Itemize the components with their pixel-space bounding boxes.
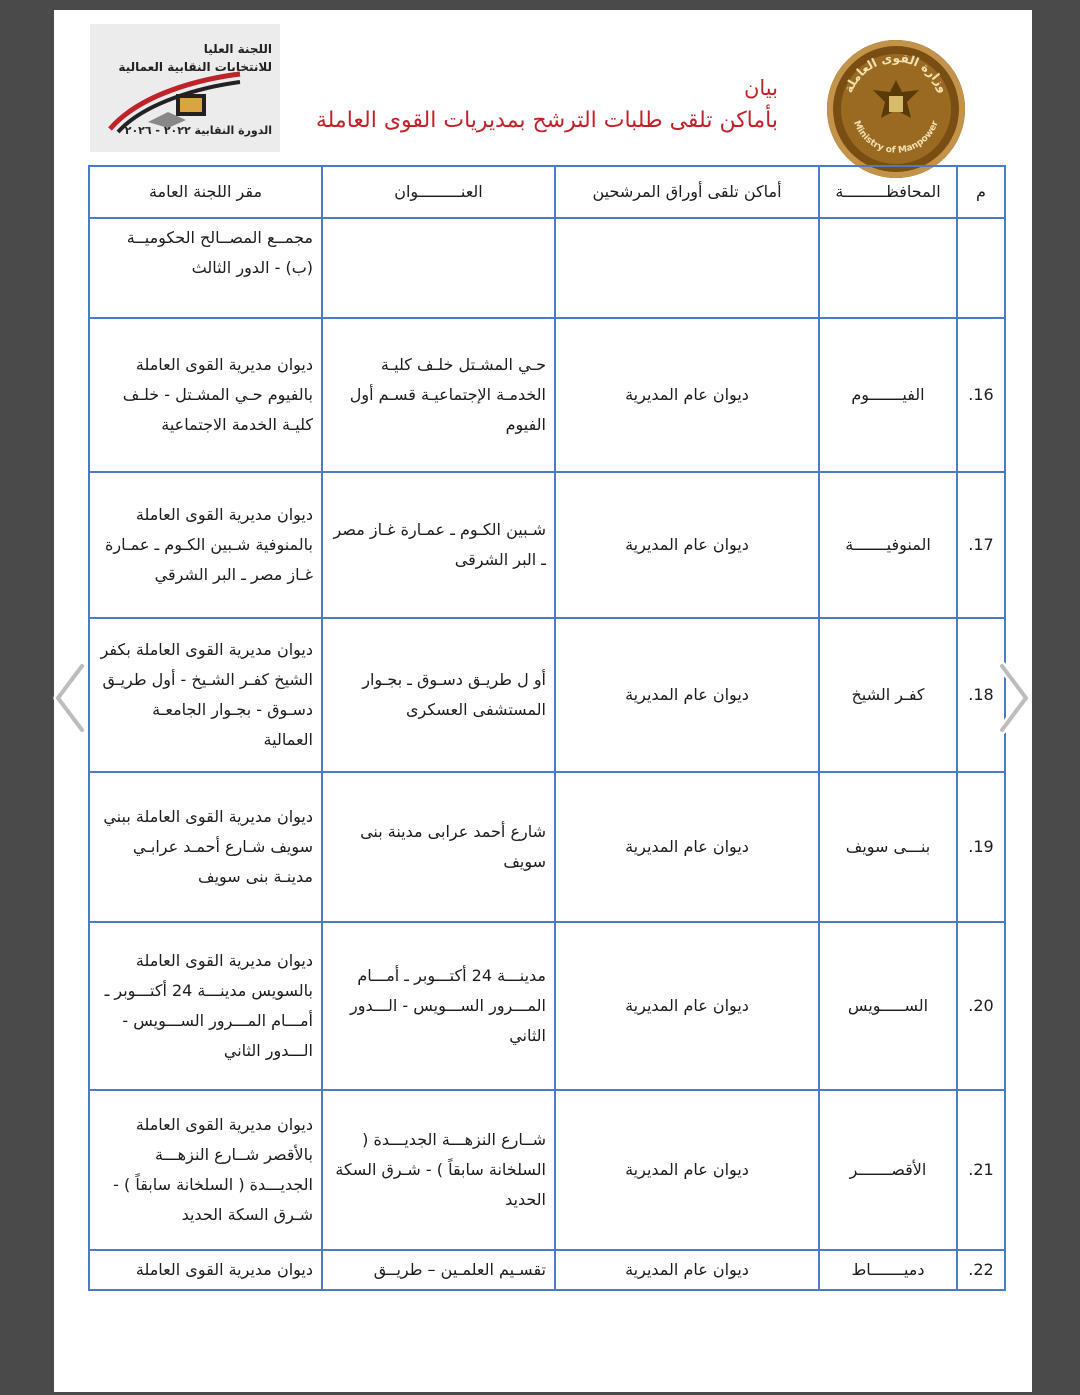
row-number: .16 <box>957 318 1005 472</box>
table-row <box>89 922 1005 1090</box>
committee-cell: ديوان مديرية القوى العاملة ببني سويف شـارع أحمـد عرابـي مدينـة بنى سويف <box>89 772 322 922</box>
ministry-of-manpower-seal <box>827 40 965 178</box>
row-number: .17 <box>957 472 1005 618</box>
header-place: أماكن تلقى أوراق المرشحين <box>555 166 819 218</box>
union-logo-term: الدورة النقابية ٢٠٢٢ - ٢٠٢٦ <box>124 124 272 137</box>
table-row <box>89 772 1005 922</box>
seal-english-text: Ministry of Manpower <box>851 119 941 156</box>
previous-page-chevron-icon[interactable] <box>50 660 90 736</box>
document-title: بيان <box>743 76 778 100</box>
governorate-cell: المنوفيـــــــة <box>819 472 957 618</box>
header-committee: مقر اللجنة العامة <box>89 166 322 218</box>
place-cell: ديوان عام المديرية <box>555 1090 819 1250</box>
document-page <box>54 10 1032 1392</box>
union-logo-line2: للانتخابات النقابية العمالية <box>118 60 272 74</box>
row-number: .21 <box>957 1090 1005 1250</box>
address-cell: شــارع النزهـــة الجديـــدة ( السلخانة سابقاً ) - شـرق السكة الحديد <box>322 1090 555 1250</box>
union-elections-logo <box>90 24 280 152</box>
row-number: .22 <box>957 1250 1005 1290</box>
committee-cell: ديوان مديرية القوى العاملة <box>89 1250 322 1290</box>
committee-cell: ديوان مديرية القوى العاملة بكفر الشيخ كفـر الشـيخ - أول طريـق دسـوق - بجـوار الجامعـة العمالية <box>89 618 322 772</box>
seal-arabic-text: وزارة القوى العاملة <box>841 50 951 95</box>
row-number: .20 <box>957 922 1005 1090</box>
table-header-row <box>89 166 1005 218</box>
committee-cell: ديوان مديرية القوى العاملة بالسويس مدينـــة 24 أكتـــوبر ـ أمـــام المـــرور الســـويس - الـــدور الثاني <box>89 922 322 1090</box>
place-cell: ديوان عام المديرية <box>555 1250 819 1290</box>
address-cell: شـبين الكـوم ـ عمـارة غـاز مصر ـ البر الشرقى <box>322 472 555 618</box>
address-cell: تقسـيم العلمـين – طريــق <box>322 1250 555 1290</box>
place-cell: ديوان عام المديرية <box>555 318 819 472</box>
eagle-icon <box>873 80 919 118</box>
committee-cell: ديوان مديرية القوى العاملة بالمنوفية شـبين الكـوم ـ عمـارة غـاز مصر ـ البر الشرقي <box>89 472 322 618</box>
address-cell: حـي المشـتل خلـف كليـة الخدمـة الإجتماعيـة قسـم أول الفيوم <box>322 318 555 472</box>
row-number: .19 <box>957 772 1005 922</box>
table-row <box>89 472 1005 618</box>
place-cell: ديوان عام المديرية <box>555 618 819 772</box>
committee-cell: ديوان مديرية القوى العاملة بالفيوم حـي المشـتل - خلـف كليـة الخدمة الاجتماعية <box>89 318 322 472</box>
registration-locations-table <box>88 165 1006 1291</box>
governorate-cell: دميـــــــاط <box>819 1250 957 1290</box>
committee-cell: ديوان مديرية القوى العاملة بالأقصر شــارع النزهـــة الجديـــدة ( السلخانة سابقاً ) - شـرق السكة الحديد <box>89 1090 322 1250</box>
address-cell: شارع أحمد عرابى مدينة بنى سويف <box>322 772 555 922</box>
committee-cell: مجمــع المصــالح الحكوميــة (ب) - الدور الثالث <box>89 218 322 318</box>
next-page-chevron-icon[interactable] <box>994 660 1034 736</box>
place-cell: ديوان عام المديرية <box>555 472 819 618</box>
place-cell: ديوان عام المديرية <box>555 922 819 1090</box>
union-logo-line1: اللجنة العليا <box>203 42 272 56</box>
header-number: م <box>957 166 1005 218</box>
row-number: .18 <box>957 618 1005 772</box>
header-governorate: المحافظـــــــــة <box>819 166 957 218</box>
address-cell: أو ل طريـق دسـوق ـ بجـوار المستشفى العسكرى <box>322 618 555 772</box>
governorate-cell: الفيـــــــوم <box>819 318 957 472</box>
place-cell: ديوان عام المديرية <box>555 772 819 922</box>
governorate-cell: الأقصـــــــر <box>819 1090 957 1250</box>
table-row <box>89 218 1005 318</box>
governorate-cell: كفـر الشيخ <box>819 618 957 772</box>
table-row <box>89 1090 1005 1250</box>
address-cell: مدينـــة 24 أكتـــوبر ـ أمـــام المـــرور الســـويس - الـــدور الثاني <box>322 922 555 1090</box>
document-subtitle: بأماكن تلقى طلبات الترشح بمديريات القوى العاملة <box>315 108 778 133</box>
header-address: العنـــــــــوان <box>322 166 555 218</box>
table-row <box>89 618 1005 772</box>
table-row <box>89 1250 1005 1290</box>
table-row <box>89 318 1005 472</box>
governorate-cell: بنـــى سويف <box>819 772 957 922</box>
governorate-cell: الســـــويس <box>819 922 957 1090</box>
